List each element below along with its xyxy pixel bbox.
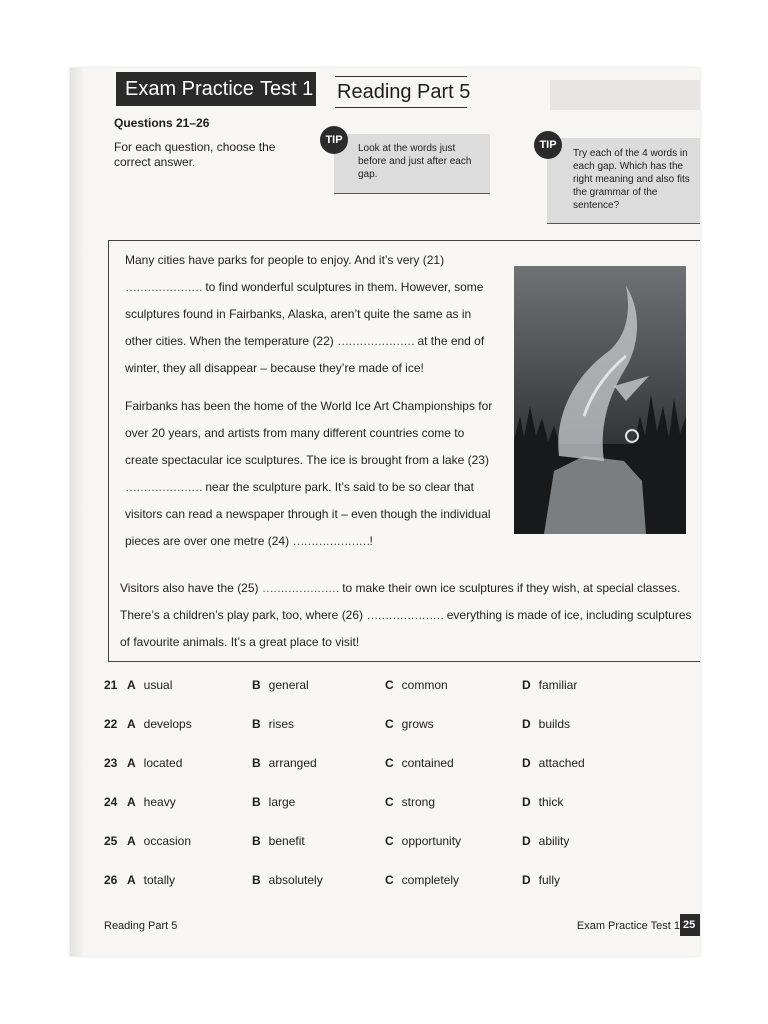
gap-label-24: (24) bbox=[267, 534, 290, 548]
option-text: rises bbox=[268, 717, 295, 731]
option-row-25 bbox=[104, 834, 694, 854]
option-letter: A bbox=[127, 873, 136, 887]
option-letter: C bbox=[385, 756, 394, 770]
gap-label-25: (25) bbox=[237, 581, 259, 595]
option-letter: A bbox=[127, 678, 136, 692]
option-letter: C bbox=[385, 873, 394, 887]
option-text: large bbox=[268, 795, 296, 809]
option-text: thick bbox=[538, 795, 564, 809]
option-text: grows bbox=[401, 717, 434, 731]
tip-box-1 bbox=[334, 134, 490, 194]
question-number: 26 bbox=[104, 873, 118, 887]
option-d[interactable] bbox=[522, 834, 569, 848]
passage-text: Fairbanks has been the home of the World Ice Art Championships for over 20 years, and artists from many different countries come to create spectacular ice sculptures. The ice is brought from a lake bbox=[125, 399, 493, 467]
passage-paragraph-2 bbox=[125, 393, 500, 555]
option-a[interactable] bbox=[127, 795, 176, 809]
option-letter: B bbox=[252, 834, 261, 848]
option-letter: C bbox=[385, 795, 394, 809]
tip-badge-1: TIP bbox=[320, 126, 348, 154]
option-a[interactable] bbox=[127, 873, 175, 887]
option-a[interactable] bbox=[127, 678, 172, 692]
passage-text: ! bbox=[369, 534, 373, 548]
gap-label-23: (23) bbox=[467, 453, 489, 467]
option-text: arranged bbox=[268, 756, 317, 770]
option-row-21 bbox=[104, 678, 694, 698]
gap-blank-21: ………………… bbox=[125, 280, 202, 294]
option-c[interactable] bbox=[385, 756, 454, 770]
instruction-text: For each question, choose the correct answer. bbox=[114, 140, 276, 169]
option-text: totally bbox=[143, 873, 176, 887]
question-number: 22 bbox=[104, 717, 118, 731]
gap-blank-25: ………………… bbox=[261, 581, 339, 595]
page-number: 25 bbox=[680, 914, 700, 936]
option-c[interactable] bbox=[385, 717, 434, 731]
option-a[interactable] bbox=[127, 756, 182, 770]
option-c[interactable] bbox=[385, 834, 461, 848]
option-letter: B bbox=[252, 795, 261, 809]
gap-blank-26: ………………… bbox=[366, 608, 444, 622]
gap-label-26: (26) bbox=[341, 608, 364, 622]
option-b[interactable] bbox=[252, 678, 309, 692]
option-row-24 bbox=[104, 795, 694, 815]
option-b[interactable] bbox=[252, 795, 295, 809]
option-letter: B bbox=[252, 717, 261, 731]
passage-text: Many cities have parks for people to enjoy. And it’s very bbox=[125, 253, 420, 267]
option-text: common bbox=[401, 678, 448, 692]
option-d[interactable] bbox=[522, 756, 585, 770]
test-number: Test 1 bbox=[259, 78, 314, 100]
option-d[interactable] bbox=[522, 678, 577, 692]
option-text: develops bbox=[143, 717, 192, 731]
gap-label-22: (22) bbox=[312, 334, 334, 348]
option-text: located bbox=[143, 756, 183, 770]
option-row-23 bbox=[104, 756, 694, 776]
ice-fin bbox=[614, 376, 649, 401]
option-text: ability bbox=[538, 834, 570, 848]
passage-paragraph-3 bbox=[120, 575, 700, 656]
option-letter: D bbox=[522, 717, 531, 731]
option-letter: C bbox=[385, 678, 394, 692]
option-letter: D bbox=[522, 873, 531, 887]
footer-section-label: Reading Part 5 bbox=[104, 920, 178, 932]
option-c[interactable] bbox=[385, 873, 459, 887]
option-b[interactable] bbox=[252, 717, 294, 731]
option-letter: C bbox=[385, 834, 394, 848]
passage-text: Visitors also have the bbox=[120, 581, 234, 595]
option-letter: A bbox=[127, 717, 136, 731]
option-letter: A bbox=[127, 756, 136, 770]
option-letter: D bbox=[522, 678, 531, 692]
question-number: 23 bbox=[104, 756, 118, 770]
tip-box-2 bbox=[547, 138, 700, 224]
option-c[interactable] bbox=[385, 795, 435, 809]
question-number: 21 bbox=[104, 678, 118, 692]
gap-label-21: (21) bbox=[422, 253, 445, 267]
tip-text-2: Try each of the 4 words in each gap. Which has the right meaning and also fits the grammar of the sentence? bbox=[573, 148, 690, 211]
question-number: 25 bbox=[104, 834, 118, 848]
option-letter: D bbox=[522, 795, 531, 809]
test-title-banner bbox=[116, 72, 316, 106]
option-text: occasion bbox=[143, 834, 192, 848]
footer-test-label: Exam Practice Test 1 bbox=[576, 920, 680, 932]
page-binding-shadow bbox=[70, 68, 84, 956]
option-b[interactable] bbox=[252, 834, 305, 848]
passage-text: to make their own ice sculptures if they wish, at special classes. There’s a children’s play park, too, where bbox=[120, 581, 681, 622]
option-c[interactable] bbox=[385, 678, 448, 692]
option-d[interactable] bbox=[522, 795, 563, 809]
part-title: Reading Part 5 bbox=[335, 76, 467, 108]
option-letter: B bbox=[252, 756, 261, 770]
option-letter: C bbox=[385, 717, 394, 731]
textbook-page bbox=[70, 68, 700, 956]
test-title: Exam Practice bbox=[125, 78, 254, 100]
option-text: attached bbox=[538, 756, 585, 770]
option-b[interactable] bbox=[252, 756, 317, 770]
passage-text: everything is made of ice, including sculptures of favourite animals. It’s a great place to visit! bbox=[120, 608, 692, 649]
option-letter: B bbox=[252, 678, 261, 692]
option-letter: A bbox=[127, 795, 136, 809]
gap-blank-22: ………………… bbox=[337, 334, 415, 348]
option-text: general bbox=[268, 678, 309, 692]
option-text: fully bbox=[538, 873, 561, 887]
option-text: benefit bbox=[268, 834, 305, 848]
option-text: builds bbox=[538, 717, 571, 731]
option-text: familiar bbox=[538, 678, 578, 692]
passage-text: to find wonderful sculptures in them. However, some sculptures found in Fairbanks, Alaska, aren’t quite the same as in other cities. When the temperature bbox=[125, 280, 484, 348]
tip-badge-2: TIP bbox=[534, 131, 562, 159]
option-letter: A bbox=[127, 834, 136, 848]
option-text: heavy bbox=[143, 795, 176, 809]
passage-paragraph-1 bbox=[125, 247, 500, 382]
option-a[interactable] bbox=[127, 834, 191, 848]
option-text: usual bbox=[143, 678, 173, 692]
option-text: strong bbox=[401, 795, 436, 809]
option-letter: D bbox=[522, 834, 531, 848]
passage-text: near the sculpture park. It’s said to be so clear that visitors can read a newspaper through it – even though the individual pieces are over one metre bbox=[125, 480, 491, 548]
option-letter: B bbox=[252, 873, 261, 887]
questions-range: Questions 21–26 bbox=[114, 116, 210, 130]
tip-text-1: Look at the words just before and just after each gap. bbox=[358, 143, 472, 180]
option-letter: D bbox=[522, 756, 531, 770]
passage-text: at the end of winter, they all disappear – because they’re made of ice! bbox=[125, 334, 485, 375]
gap-blank-24: ………………… bbox=[292, 534, 370, 548]
ice-sculpture-illustration bbox=[514, 266, 686, 534]
ice-sculpture-photo bbox=[514, 266, 686, 534]
option-d[interactable] bbox=[522, 873, 560, 887]
option-text: completely bbox=[401, 873, 460, 887]
bleed-through-header bbox=[550, 80, 700, 110]
option-a[interactable] bbox=[127, 717, 192, 731]
question-number: 24 bbox=[104, 795, 118, 809]
option-text: absolutely bbox=[268, 873, 323, 887]
option-text: contained bbox=[401, 756, 454, 770]
option-row-22 bbox=[104, 717, 694, 737]
option-b[interactable] bbox=[252, 873, 323, 887]
option-text: opportunity bbox=[401, 834, 462, 848]
option-d[interactable] bbox=[522, 717, 570, 731]
option-row-26 bbox=[104, 873, 694, 893]
gap-blank-23: ………………… bbox=[125, 480, 202, 494]
